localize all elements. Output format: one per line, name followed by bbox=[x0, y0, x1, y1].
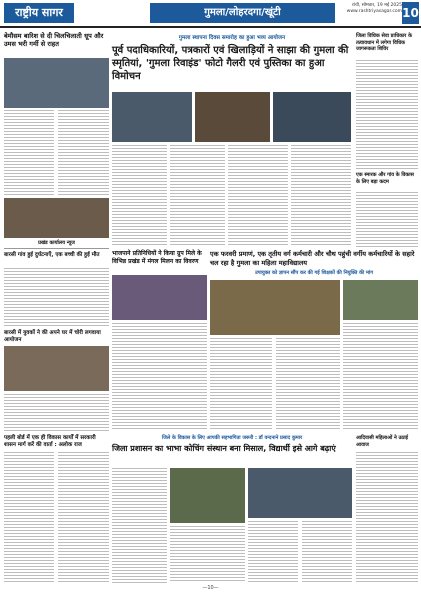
bottom-photo bbox=[170, 468, 245, 523]
left-body-4 bbox=[4, 394, 109, 432]
left-headline-3: बारसी गांव हुई दुर्घटनाएँ, एक बच्ची की हुई मौत bbox=[4, 252, 100, 258]
page-number: 10 bbox=[402, 2, 419, 24]
lead-photo-3 bbox=[273, 92, 351, 142]
left-body-2 bbox=[58, 110, 109, 195]
lead-body-4 bbox=[291, 145, 351, 245]
story2-body bbox=[112, 323, 207, 431]
right-body-2 bbox=[356, 192, 418, 247]
section-title: गुमला/लोहरदगा/खूंटी bbox=[150, 3, 335, 23]
story2-headline: भाजपाने प्रतिनिधियों ने किया ग्रुप मिले के विभिन्न प्रखंड में मंगल मिलन का विवरण bbox=[112, 250, 202, 265]
lead-photo-2 bbox=[195, 92, 270, 142]
story3-photo bbox=[210, 280, 340, 335]
left-photo-3 bbox=[4, 346, 109, 391]
right-headline-1: जिला विधिक सेवा प्राधिकार के तत्वावधान में लगेगा विधिक जागरूकता शिविर bbox=[356, 33, 412, 52]
right-body-3 bbox=[343, 323, 418, 431]
bottom-headline: जिला प्रशासन का भाभा कोचिंग संस्थान बना मिसाल, विद्यार्थी इसे आगे बढ़ाएं bbox=[112, 444, 336, 453]
left-headline-5: पहली बोर्ड में एक ही विकास कार्यों में सरकारी शासन मार्ग करें की वार्ता : अलोक राज bbox=[4, 435, 96, 448]
lead-headline: पूर्व पदाधिकारियों, पत्रकारों एवं खिलाड़ियों ने साझा की गुमला की स्मृतियां, 'गुमला रिवाइंड' फोटो गैलरी एवं पुस्तिका का हुआ विमोचन bbox=[112, 45, 349, 82]
lead-body-3 bbox=[228, 145, 288, 245]
story3-body-2 bbox=[276, 338, 340, 431]
lead-kicker: गुमला स्थापना दिवस समारोह का हुआ भव्य आयोजन bbox=[112, 33, 352, 43]
story3-body-1 bbox=[210, 338, 272, 431]
left-body-3 bbox=[4, 268, 109, 328]
page-footer: —10— bbox=[202, 585, 219, 591]
left-headline-4: बारसी में युवकों ने की अपने घर में चोरी लगवाया आयोजन bbox=[4, 330, 101, 343]
right-headline-3: आदिवासी महिलाओं ने उठाई आवाज bbox=[356, 435, 408, 448]
bottom-body-1 bbox=[112, 468, 167, 583]
bottom-body-3 bbox=[248, 521, 298, 583]
lead-body-2 bbox=[170, 145, 225, 245]
bottom-body-4 bbox=[302, 521, 352, 583]
right-photo-1 bbox=[343, 280, 418, 320]
lead-body-1 bbox=[112, 145, 167, 245]
masthead-logo: राष्ट्रीय सागर bbox=[4, 3, 74, 23]
website-text: www.rashtriyasagar.com bbox=[346, 9, 402, 14]
date-line bbox=[342, 3, 402, 15]
left-headline-1: बेमौसम बारिश से दी चिलचिलाती धूप और उमस भरी गर्मी से राहत bbox=[4, 32, 104, 48]
left-body-5 bbox=[4, 452, 54, 582]
right-body-4 bbox=[356, 452, 418, 583]
left-headline-2: प्रखंड कार्यालय न्यूज bbox=[38, 240, 75, 246]
left-body-6 bbox=[58, 452, 109, 582]
left-photo-1 bbox=[4, 58, 109, 108]
story2-photo bbox=[112, 275, 207, 320]
date-text: रांची, सोमवार, 19 मई 2025 bbox=[351, 3, 402, 8]
left-divider-1 bbox=[4, 248, 109, 249]
lead-photo-1 bbox=[112, 92, 192, 142]
left-body-1 bbox=[4, 110, 54, 195]
right-body-1 bbox=[356, 60, 418, 170]
story3-subhead: उपायुक्त को ज्ञापन सौंप कर की गई शिक्षकों की नियुक्ति की मांग bbox=[254, 270, 374, 276]
bottom-photo-2 bbox=[248, 468, 352, 518]
bottom-kicker: जिले के विकास के लिए आपकी सहभागिता जरूरी : डॉ वन्दनाने प्रसाद कुमार bbox=[161, 435, 303, 441]
right-headline-2: एक स्मारक और गांव के विकास के लिए बड़ा कदम bbox=[356, 172, 414, 185]
bottom-body-2 bbox=[170, 526, 245, 583]
left-photo-2 bbox=[4, 198, 109, 238]
story3-headline: एक फरवरी प्रमाणं, एक तृतीय वर्ग कर्मचारी और चौथ पहुंची वर्गीय कर्मचारियों के सहारे चल रहा है गुमला का महिला महाविद्यालय bbox=[210, 250, 415, 267]
